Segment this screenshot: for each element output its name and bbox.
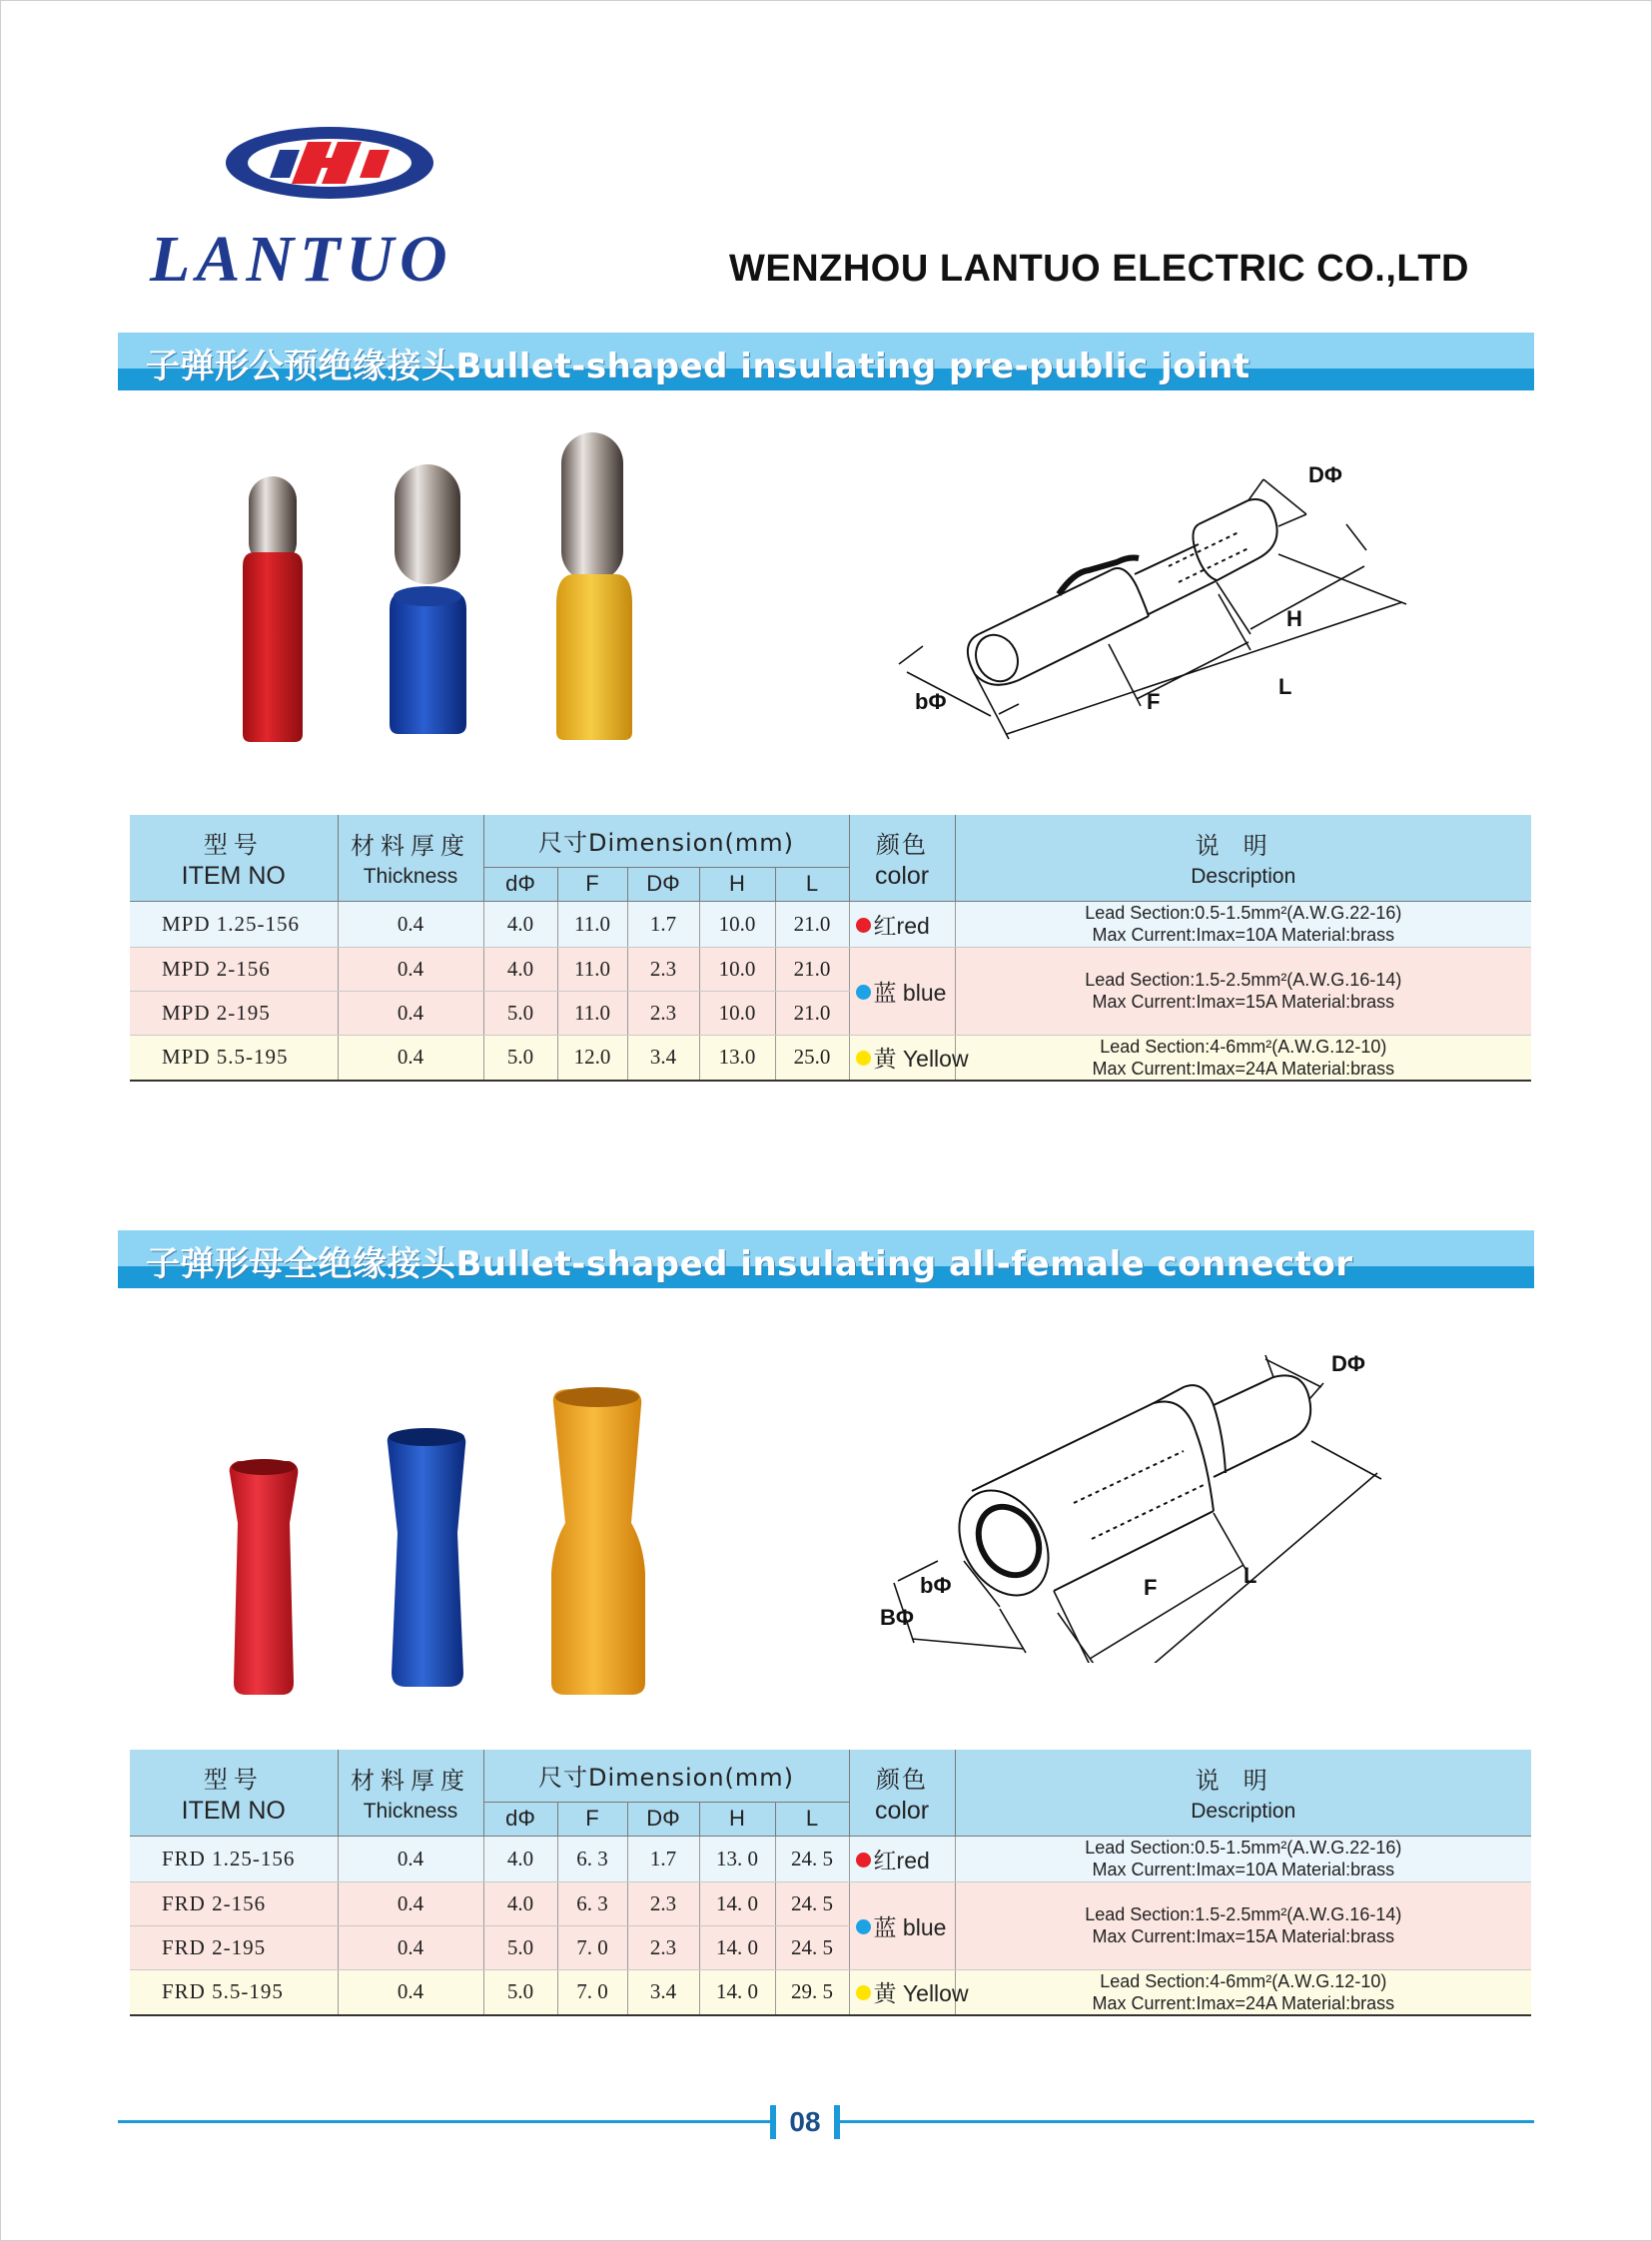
blue-dot-icon (856, 1919, 871, 1934)
blue-male-connector (390, 464, 466, 734)
dim-label-F: F (1147, 689, 1161, 714)
col-description-header: 说明 Description (955, 1750, 1531, 1836)
spec-table-female (130, 1750, 1531, 2016)
page-number: 08 (770, 2105, 840, 2139)
red-dot-icon (856, 1853, 871, 1868)
subcol-L: L (775, 867, 849, 901)
section-banner-male (118, 333, 1534, 390)
dim-label-b: bΦ (915, 689, 947, 714)
subcol-D: DΦ (627, 1802, 699, 1836)
yellow-dot-icon (856, 1985, 871, 2000)
col-color-header: 颜色 color (849, 1750, 955, 1836)
color-cell-red: 红red (849, 1836, 955, 1881)
description-cell: Lead Section:0.5-1.5mm²(A.W.G.22-16) Max Current:Imax=10A Material:brass (955, 901, 1531, 947)
subcol-H: H (699, 867, 775, 901)
yellow-male-connector (556, 432, 632, 740)
red-dot-icon (856, 918, 871, 933)
col-thickness-header: 材料厚度 Thickness (338, 815, 483, 901)
color-cell-red: 红red (849, 901, 955, 947)
product-photo-female-connectors (220, 1383, 669, 1703)
subcol-D: DΦ (627, 867, 699, 901)
table-row: MPD 5.5-195 0.4 5.0 12.0 3.4 13.0 25.0 黄 Yellow Lead Section:4-6mm²(A.W.G.12-10) Max Current:Imax=24A Material:brass (130, 1035, 1531, 1081)
description-cell: Lead Section:1.5-2.5mm²(A.W.G.16-14) Max Current:Imax=15A Material:brass (955, 1881, 1531, 1969)
technical-drawing-female (854, 1343, 1433, 1663)
color-cell-blue: 蓝 blue (849, 1881, 955, 1969)
col-description-header: 说明 Description (955, 815, 1531, 901)
table-row: MPD 1.25-156 0.4 4.0 11.0 1.7 10.0 21.0 红red Lead Section:0.5-1.5mm²(A.W.G.22-16) Max Current:Imax=10A Material:brass (130, 901, 1531, 947)
color-cell-yellow: 黄 Yellow (849, 1969, 955, 2015)
col-item-header: 型号 ITEM NO (130, 1750, 338, 1836)
description-cell: Lead Section:0.5-1.5mm²(A.W.G.22-16) Max Current:Imax=10A Material:brass (955, 1836, 1531, 1881)
color-cell-blue: 蓝 blue (849, 947, 955, 1035)
table-row: FRD 2-195 0.4 5.0 7. 0 2.3 14. 0 24. 5 (130, 1925, 1531, 1969)
logo-emblem-icon (220, 120, 439, 206)
red-male-connector (243, 464, 303, 742)
col-dimension-header: 尺寸Dimension(mm) (483, 815, 849, 867)
color-cell-yellow: 黄 Yellow (849, 1035, 955, 1081)
description-cell: Lead Section:4-6mm²(A.W.G.12-10) Max Current:Imax=24A Material:brass (955, 1969, 1531, 2015)
subcol-F: F (557, 1802, 627, 1836)
section-banner-female (118, 1230, 1534, 1288)
subcol-F: F (557, 867, 627, 901)
subcol-d: dΦ (483, 867, 557, 901)
spec-table-male (130, 815, 1531, 1082)
dim-label-D: DΦ (1331, 1351, 1365, 1376)
yellow-dot-icon (856, 1051, 871, 1066)
description-cell: Lead Section:1.5-2.5mm²(A.W.G.16-14) Max Current:Imax=15A Material:brass (955, 947, 1531, 1035)
table-row: MPD 2-195 0.4 5.0 11.0 2.3 10.0 21.0 (130, 991, 1531, 1035)
table-row: FRD 2-156 0.4 4.0 6. 3 2.3 14. 0 24. 5 蓝 blue Lead Section:1.5-2.5mm²(A.W.G.16-14) Max Current:Imax=15A Material:brass (130, 1881, 1531, 1925)
dim-label-B: BΦ (880, 1605, 914, 1630)
dim-label-F: F (1144, 1575, 1158, 1600)
technical-drawing-male (879, 454, 1438, 774)
red-female-connector (230, 1459, 299, 1695)
logo-text: LANTUO (150, 223, 453, 296)
dim-label-L: L (1243, 1563, 1257, 1588)
dim-label-D: DΦ (1308, 462, 1342, 487)
col-dimension-header: 尺寸Dimension(mm) (483, 1750, 849, 1802)
table-row: MPD 2-156 0.4 4.0 11.0 2.3 10.0 21.0 蓝 blue Lead Section:1.5-2.5mm²(A.W.G.16-14) Max Current:Imax=15A Material:brass (130, 947, 1531, 991)
col-item-header: 型号 ITEM NO (130, 815, 338, 901)
subcol-H: H (699, 1802, 775, 1836)
company-name: WENZHOU LANTUO ELECTRIC CO.,LTD (729, 248, 1469, 290)
description-cell: Lead Section:4-6mm²(A.W.G.12-10) Max Current:Imax=24A Material:brass (955, 1035, 1531, 1081)
product-photo-male-connectors (225, 424, 644, 744)
dim-label-b: bΦ (920, 1573, 952, 1598)
blue-dot-icon (856, 985, 871, 1000)
section-title: 子弹形公预绝缘接头Bullet-shaped insulating pre-public joint (146, 347, 1250, 386)
table-row: FRD 1.25-156 0.4 4.0 6. 3 1.7 13. 0 24. 5 红red Lead Section:0.5-1.5mm²(A.W.G.22-16) Max Current:Imax=10A Material:brass (130, 1836, 1531, 1881)
yellow-female-connector (551, 1387, 645, 1695)
col-color-header: 颜色 color (849, 815, 955, 901)
table-row: FRD 5.5-195 0.4 5.0 7. 0 3.4 14. 0 29. 5 黄 Yellow Lead Section:4-6mm²(A.W.G.12-10) Max Current:Imax=24A Material:brass (130, 1969, 1531, 2015)
dim-label-L: L (1278, 674, 1292, 699)
company-logo (150, 120, 529, 300)
dim-label-H: H (1286, 606, 1302, 631)
blue-female-connector (388, 1428, 466, 1687)
section-title: 子弹形母全绝缘接头Bullet-shaped insulating all-female connector (146, 1244, 1353, 1284)
subcol-d: dΦ (483, 1802, 557, 1836)
col-thickness-header: 材料厚度 Thickness (338, 1750, 483, 1836)
subcol-L: L (775, 1802, 849, 1836)
